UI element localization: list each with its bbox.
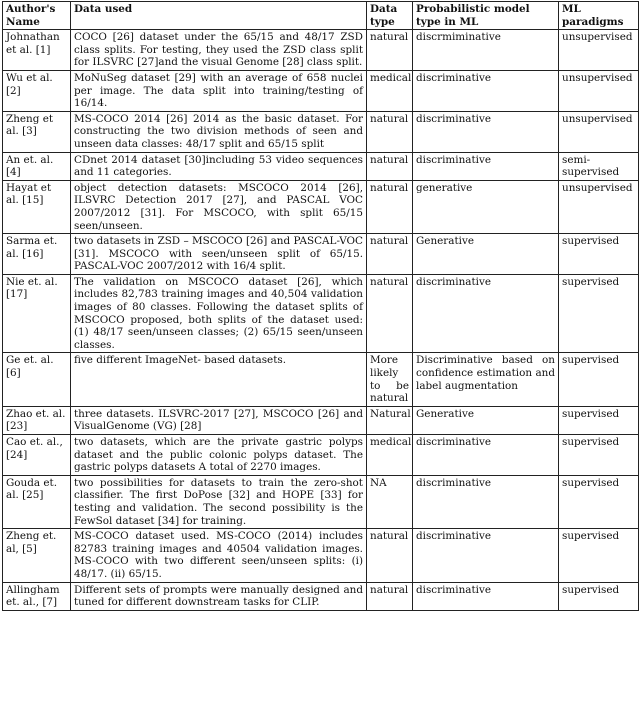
cell-data-type: Natural xyxy=(367,406,413,434)
cell-data-type: More likely to be natural xyxy=(367,353,413,406)
cell-ml-paradigm: semi-supervised xyxy=(559,152,639,180)
header-ml-paradigm: ML paradigms xyxy=(559,2,639,30)
cell-ml-paradigm: unsupervised xyxy=(559,180,639,233)
cell-data-used: five different ImageNet- based datasets. xyxy=(71,353,367,406)
cell-ml-paradigm: supervised xyxy=(559,234,639,275)
cell-data-used: MS-COCO dataset used. MS-COCO (2014) includes 82783 training images and 40504 validation images. MS-COCO with two different seen/unseen splits: (i) 48/17. (ii) 65/15. xyxy=(71,529,367,582)
cell-data-type: natural xyxy=(367,180,413,233)
header-model-type: Probabilistic model type in ML xyxy=(413,2,559,30)
table-row xyxy=(3,234,639,275)
table-row xyxy=(3,180,639,233)
cell-data-type: natural xyxy=(367,234,413,275)
cell-author: An et. al. [4] xyxy=(3,152,71,180)
table-row xyxy=(3,274,639,353)
cell-author: Allingham et. al., [7] xyxy=(3,582,71,610)
cell-model-type: discriminative xyxy=(413,529,559,582)
cell-author: Johnathan et al. [1] xyxy=(3,30,71,71)
cell-model-type: Generative xyxy=(413,234,559,275)
cell-model-type: discriminative xyxy=(413,435,559,476)
cell-data-used: object detection datasets: MSCOCO 2014 [26], ILSVRC Detection 2017 [27], and PASCAL VOC 2007/2012 [31]. For MSCOCO, with split 65/15 seen/unseen. xyxy=(71,180,367,233)
cell-data-type: natural xyxy=(367,529,413,582)
cell-author: Sarma et. al. [16] xyxy=(3,234,71,275)
cell-model-type: Generative xyxy=(413,406,559,434)
cell-model-type: discriminative xyxy=(413,582,559,610)
table-row xyxy=(3,152,639,180)
table-row xyxy=(3,353,639,406)
cell-model-type: discriminative xyxy=(413,152,559,180)
cell-data-type: natural xyxy=(367,152,413,180)
table-row xyxy=(3,70,639,111)
cell-data-type: natural xyxy=(367,582,413,610)
cell-ml-paradigm: unsupervised xyxy=(559,70,639,111)
cell-model-type: discriminative xyxy=(413,70,559,111)
table-row xyxy=(3,475,639,528)
header-data-type: Data type xyxy=(367,2,413,30)
cell-data-used: three datasets. ILSVRC-2017 [27], MSCOCO [26] and VisualGenome (VG) [28] xyxy=(71,406,367,434)
cell-data-used: two datasets, which are the private gastric polyps dataset and the public colonic polyps dataset. The gastric polyps datasets A total of 2270 images. xyxy=(71,435,367,476)
cell-author: Wu et al. [2] xyxy=(3,70,71,111)
table-row xyxy=(3,435,639,476)
cell-model-type: discriminative xyxy=(413,274,559,353)
cell-data-type: medical xyxy=(367,70,413,111)
cell-data-used: Different sets of prompts were manually designed and tuned for different downstream tasks for CLIP. xyxy=(71,582,367,610)
cell-model-type: Discriminative based on confidence estimation and label augmentation xyxy=(413,353,559,406)
cell-model-type: generative xyxy=(413,180,559,233)
header-data-used: Data used xyxy=(71,2,367,30)
cell-author: Nie et. al. [17] xyxy=(3,274,71,353)
cell-ml-paradigm: supervised xyxy=(559,529,639,582)
cell-data-used: The validation on MSCOCO dataset [26], which includes 82,783 training images and 40,504 validation images of 80 classes. Following the dataset splits of MSCOCO proposed, both splits of the dataset used: (1) 48/17 seen/unseen classes; (2) 65/15 seen/unseen classes. xyxy=(71,274,367,353)
header-row xyxy=(3,2,639,30)
cell-model-type: discrmiminative xyxy=(413,30,559,71)
cell-data-used: MS-COCO 2014 [26] 2014 as the basic dataset. For constructing the two division methods of seen and unseen data classes: 48/17 split and 65/15 split xyxy=(71,111,367,152)
cell-ml-paradigm: supervised xyxy=(559,406,639,434)
cell-data-used: two datasets in ZSD – MSCOCO [26] and PASCAL-VOC [31]. MSCOCO with seen/unseen split of 65/15. PASCAL-VOC 2007/2012 with 16/4 split. xyxy=(71,234,367,275)
table-row xyxy=(3,406,639,434)
cell-data-type: natural xyxy=(367,274,413,353)
cell-ml-paradigm: supervised xyxy=(559,353,639,406)
cell-data-used: MoNuSeg dataset [29] with an average of 658 nuclei per image. The data split into training/testing of 16/14. xyxy=(71,70,367,111)
cell-ml-paradigm: supervised xyxy=(559,274,639,353)
cell-ml-paradigm: supervised xyxy=(559,435,639,476)
cell-author: Zheng et. al, [5] xyxy=(3,529,71,582)
literature-table xyxy=(2,1,639,611)
table-row xyxy=(3,111,639,152)
cell-ml-paradigm: supervised xyxy=(559,582,639,610)
cell-data-used: CDnet 2014 dataset [30]including 53 video sequences and 11 categories. xyxy=(71,152,367,180)
cell-data-used: two possibilities for datasets to train the zero-shot classifier. The first DoPose [32] and HOPE [33] for testing and validation. The second possibility is the FewSol dataset [34] for training. xyxy=(71,475,367,528)
cell-data-type: natural xyxy=(367,30,413,71)
table-container xyxy=(2,1,638,611)
cell-author: Gouda et. al. [25] xyxy=(3,475,71,528)
table-row xyxy=(3,582,639,610)
cell-ml-paradigm: supervised xyxy=(559,475,639,528)
cell-author: Ge et. al. [6] xyxy=(3,353,71,406)
cell-data-type: medical xyxy=(367,435,413,476)
cell-author: Cao et. al., [24] xyxy=(3,435,71,476)
cell-model-type: discriminative xyxy=(413,475,559,528)
table-row xyxy=(3,529,639,582)
cell-author: Hayat et al. [15] xyxy=(3,180,71,233)
table-row xyxy=(3,30,639,71)
header-author: Author's Name xyxy=(3,2,71,30)
cell-data-used: COCO [26] dataset under the 65/15 and 48/17 ZSD class splits. For testing, they used the ZSD class split for ILSVRC [27]and the visual Genome [28] class split. xyxy=(71,30,367,71)
cell-ml-paradigm: unsupervised xyxy=(559,111,639,152)
cell-data-type: natural xyxy=(367,111,413,152)
cell-ml-paradigm: unsupervised xyxy=(559,30,639,71)
cell-data-type: NA xyxy=(367,475,413,528)
cell-model-type: discriminative xyxy=(413,111,559,152)
cell-author: Zheng et al. [3] xyxy=(3,111,71,152)
cell-author: Zhao et. al. [23] xyxy=(3,406,71,434)
